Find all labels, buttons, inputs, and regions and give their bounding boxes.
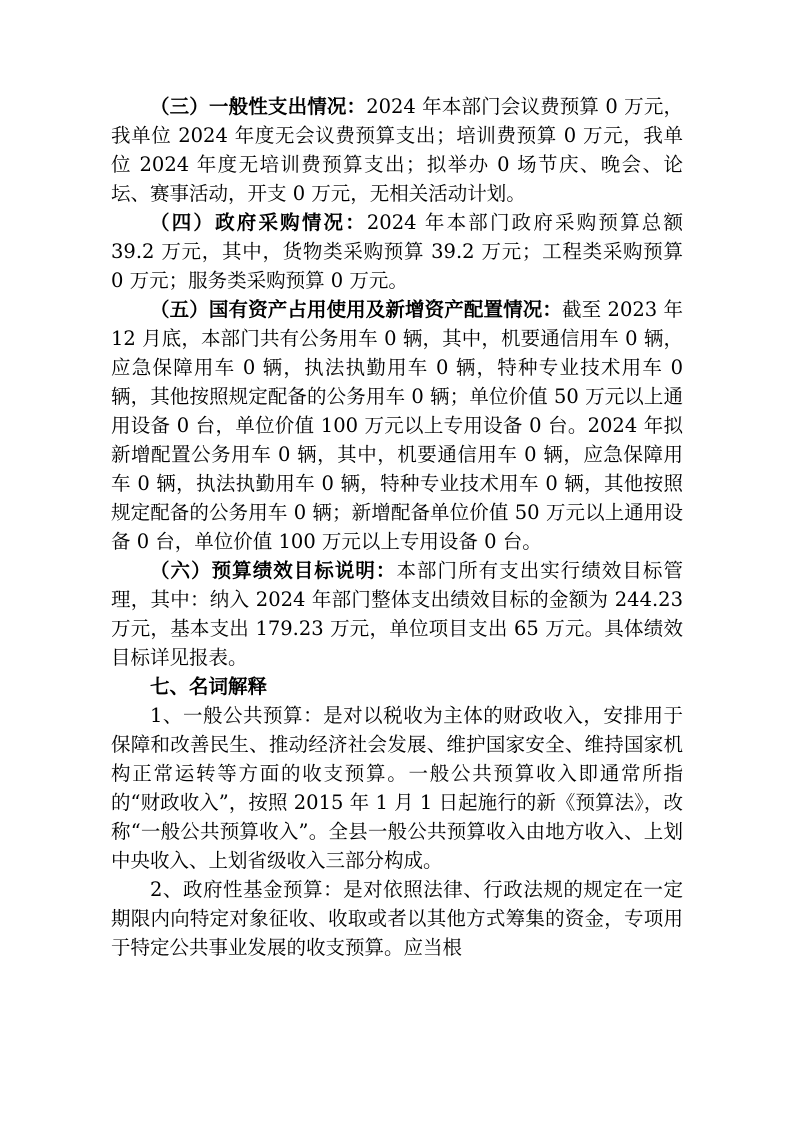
document-body	[111, 92, 683, 962]
paragraph-text: 2024 年本部门政府采购预算总额 39.2 万元，其中，货物类采购预算 39.2 万元；工程类采购预算 0 万元；服务类采购预算 0 万元。	[111, 211, 683, 292]
paragraph-lead: （四）政府采购情况：	[150, 211, 367, 234]
paragraph-government-procurement	[111, 208, 683, 295]
paragraph-general-expenditure	[111, 92, 683, 208]
paragraph-state-assets	[111, 295, 683, 556]
paragraph-text: 截至 2023 年 12 月底，本部门共有公务用车 0 辆，其中，机要通信用车 0 辆，应急保障用车 0 辆，执法执勤用车 0 辆，特种专业技术用车 0 辆，其他按照规定配备的公务用车 0 辆；单位价值 50 万元以上通用设备 0 台，单位价值 100 万元以上专用设备 0 台。2024 年拟新增配置公务用车 0 辆，其中，机要通信用车 0 辆，应急保障用车 0 辆，执法执勤用车 0 辆，特种专业技术用车 0 辆，其他按照规定配备的公务用车 0 辆；新增配备单位价值 50 万元以上通用设备 0 台，单位价值 100 万元以上专用设备 0 台。	[111, 298, 683, 553]
section-heading: 七、名词解释	[150, 675, 268, 698]
paragraph-text: 本部门所有支出实行绩效目标管理，其中：纳入 2024 年部门整体支出绩效目标的金额为 244.23 万元，基本支出 179.23 万元，单位项目支出 65 万元。具体绩效目标详见报表。	[111, 559, 683, 669]
paragraph-lead: （六）预算绩效目标说明：	[150, 559, 397, 582]
paragraph-lead: （三）一般性支出情况：	[150, 95, 367, 118]
paragraph-performance-goals	[111, 556, 683, 672]
paragraph-text: 2024 年本部门会议费预算 0 万元，我单位 2024 年度无会议费预算支出；培训费预算 0 万元，我单位 2024 年度无培训费预算支出；拟举办 0 场节庆、晚会、论坛、赛事活动，开支 0 万元，无相关活动计划。	[111, 95, 683, 205]
paragraph-lead: （五）国有资产占用使用及新增资产配置情况：	[150, 298, 562, 321]
definition-general-budget: 1、一般公共预算：是对以税收为主体的财政收入，安排用于保障和改善民生、推动经济社会发展、维护国家安全、维持国家机构正常运转等方面的收支预算。一般公共预算收入即通常所指的“财政收入”，按照 2015 年 1 月 1 日起施行的新《预算法》，改称“一般公共预算收入”。全县一般公共预算收入由地方收入、上划中央收入、上划省级收入三部分构成。	[111, 704, 683, 872]
definition-fund-budget: 2、政府性基金预算：是对依照法律、行政法规的规定在一定期限内向特定对象征收、收取或者以其他方式筹集的资金，专项用于特定公共事业发展的收支预算。应当根	[111, 878, 683, 959]
